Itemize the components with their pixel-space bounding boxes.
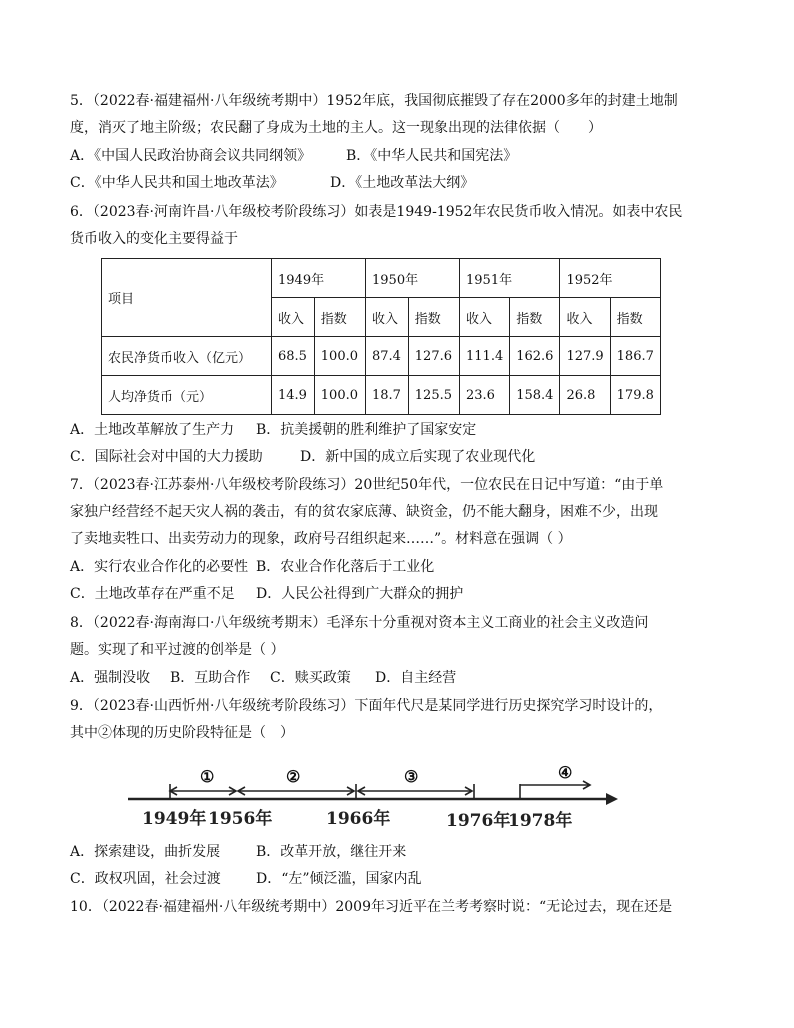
q9-stem-line2: 其中②体现的历史阶段特征是（ ）	[70, 725, 294, 741]
table-cell: 18.7	[366, 376, 409, 415]
timeline-stage-4-arrow	[520, 781, 590, 799]
table-row	[102, 337, 661, 376]
q9-option-d: D．“左”倾泛滥，国家内乱	[256, 871, 422, 887]
table-header-item: 项目	[102, 259, 272, 337]
table-sub-income: 收入	[366, 298, 409, 337]
q7-stem-line3: 了卖地卖牲口、出卖劳动力的现象，政府号召组织起来……”。材料意在强调（ ）	[70, 531, 572, 547]
table-cell: 127.9	[560, 337, 610, 376]
timeline-year-1956: 1956年	[208, 809, 273, 829]
timeline-stage-2-arrow	[238, 784, 356, 799]
table-row	[102, 376, 661, 415]
q5-option-a: A．《中国人民政治协商会议共同纲领》	[70, 148, 312, 164]
table-cell: 100.0	[314, 376, 365, 415]
table-cell: 158.4	[510, 376, 560, 415]
table-cell: 186.7	[610, 337, 660, 376]
table-sub-index: 指数	[408, 298, 459, 337]
q6-option-b: B．抗美援朝的胜利维护了国家安定	[256, 422, 477, 438]
timeline-stage-4: ④	[558, 763, 573, 782]
q8-option-a: A．强制没收	[70, 670, 151, 686]
timeline-stage-3-arrow	[358, 784, 474, 799]
table-cell: 100.0	[314, 337, 365, 376]
q5-option-c: C．《中华人民共和国土地改革法》	[70, 175, 284, 191]
timeline-stage-3: ③	[404, 767, 419, 786]
q5-stem-line2: 度，消灭了地主阶级；农民翻了身成为土地的主人。这一现象出现的法律依据（ ）	[70, 120, 602, 136]
q7-option-a: A．实行农业合作化的必要性	[70, 559, 249, 575]
timeline-ruler	[128, 760, 618, 832]
q5-stem-line1: 5．（2022春·福建福州·八年级统考期中）1952年底，我国彻底摧毁了存在2000多年的封建土地制	[70, 93, 678, 109]
q9-stem-line1: 9．（2023春·山西忻州·八年级统考阶段练习）下面年代尺是某同学进行历史探究学习时设计的，	[70, 698, 663, 714]
q7-stem-line1: 7．（2023春·江苏泰州·八年级校考阶段练习）20世纪50年代，一位农民在日记中写道：“由于单	[70, 477, 664, 493]
table-year-1952: 1952年	[560, 259, 660, 298]
q6-option-c: C．国际社会对中国的大力援助	[70, 449, 263, 465]
timeline-stage-1: ①	[200, 767, 215, 786]
table-cell: 14.9	[272, 376, 315, 415]
timeline-year-1966: 1966年	[326, 809, 391, 829]
table-year-1949: 1949年	[272, 259, 366, 298]
table-header-row	[102, 259, 661, 298]
timeline-year-1976: 1976年	[446, 811, 511, 831]
table-cell: 111.4	[460, 337, 510, 376]
q7-option-b: B．农业合作化落后于工业化	[256, 559, 435, 575]
table-sub-income: 收入	[272, 298, 315, 337]
table-cell: 125.5	[408, 376, 459, 415]
timeline-year-1978: 1978年	[508, 811, 573, 831]
table-sub-index: 指数	[610, 298, 660, 337]
table-year-1951: 1951年	[460, 259, 560, 298]
table-cell: 162.6	[510, 337, 560, 376]
q6-option-d: D．新中国的成立后实现了农业现代化	[300, 449, 536, 465]
table-cell: 87.4	[366, 337, 409, 376]
timeline-stage-2: ②	[286, 767, 301, 786]
table-cell: 68.5	[272, 337, 315, 376]
table-cell: 26.8	[560, 376, 610, 415]
table-cell: 127.6	[408, 337, 459, 376]
q6-option-a: A．土地改革解放了生产力	[70, 422, 235, 438]
q10-stem-line1: 10．（2022春·福建福州·八年级统考期中）2009年习近平在兰考考察时说：“无论过去，现在还是	[70, 899, 673, 915]
q8-option-c: C．赎买政策	[270, 670, 351, 686]
table-sub-index: 指数	[314, 298, 365, 337]
table-cell: 23.6	[460, 376, 510, 415]
table-cell: 179.8	[610, 376, 660, 415]
timeline-axis-arrowhead	[606, 793, 618, 805]
q9-option-c: C．政权巩固，社会过渡	[70, 871, 221, 887]
q5-option-d: D．《土地改革法大纲》	[330, 175, 475, 191]
timeline-year-1949: 1949年	[142, 809, 207, 829]
table-sub-index: 指数	[510, 298, 560, 337]
income-table	[101, 258, 661, 415]
q7-option-c: C．土地改革存在严重不足	[70, 586, 235, 602]
table-row-label: 农民净货币收入（亿元）	[102, 337, 272, 376]
q8-stem-line2: 题。实现了和平过渡的创举是（ ）	[70, 642, 285, 658]
q5-option-b: B．《中华人民共和国宪法》	[346, 148, 518, 164]
table-sub-income: 收入	[560, 298, 610, 337]
q8-option-b: B．互助合作	[170, 670, 251, 686]
q7-stem-line2: 家独户经营经不起天灾人祸的袭击，有的贫农家底薄、缺资金，仍不能大翻身，困难不少，出现	[70, 504, 658, 520]
table-row-label: 人均净货币（元）	[102, 376, 272, 415]
q6-stem-line2: 货币收入的变化主要得益于	[70, 231, 238, 247]
timeline-stage-1-arrow	[170, 784, 236, 799]
q8-option-d: D．自主经营	[375, 670, 457, 686]
table-sub-income: 收入	[460, 298, 510, 337]
q9-option-b: B．改革开放，继往开来	[256, 844, 407, 860]
table-year-1950: 1950年	[366, 259, 460, 298]
q6-stem-line1: 6．（2023春·河南许昌·八年级校考阶段练习）如表是1949-1952年农民货币收入情况。如表中农民	[70, 204, 683, 220]
q9-option-a: A．探索建设，曲折发展	[70, 844, 221, 860]
q8-stem-line1: 8．（2022春·海南海口·八年级统考期末）毛泽东十分重视对资本主义工商业的社会主义改造问	[70, 615, 649, 631]
q7-option-d: D．人民公社得到广大群众的拥护	[256, 586, 464, 602]
